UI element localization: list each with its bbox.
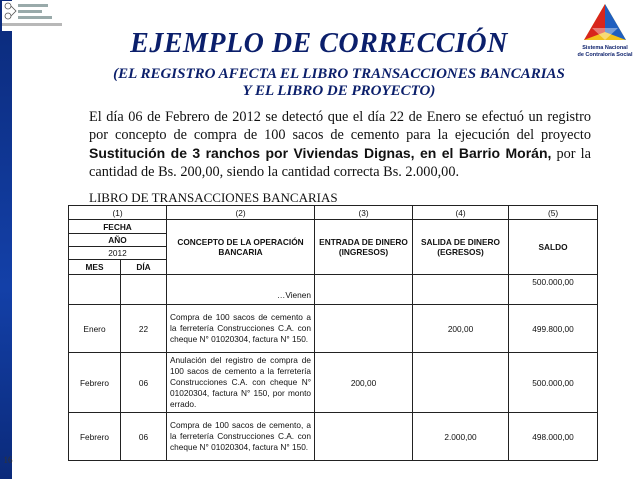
cell-concepto: …Vienen — [167, 275, 315, 305]
cell-entrada — [315, 275, 413, 305]
page-subtitle — [80, 66, 598, 100]
cell-concepto: Compra de 100 sacos de cemento, a la ferretería Construcciones C.A. con cheque N° 01020304, factura N° 150. — [167, 413, 315, 461]
cell-dia — [121, 275, 167, 305]
table-row — [69, 275, 598, 305]
header-entrada: ENTRADA DE DINERO (INGRESOS) — [315, 220, 413, 275]
intro-text-1: El día 06 de Febrero de 2012 se detectó que el día 22 de Enero se efectuó un registro por concepto de compra de 100 sacos de cemento para la ejecución del proyecto — [89, 109, 591, 143]
header-dia: DÍA — [121, 260, 167, 275]
page-number: 16 — [3, 455, 13, 465]
cell-saldo: 500.000,00 — [509, 275, 598, 305]
col-number-4: (4) — [413, 206, 509, 220]
page-title: EJEMPLO DE CORRECCIÓN — [130, 28, 508, 59]
ledger-table — [68, 205, 598, 461]
cell-mes — [69, 275, 121, 305]
table-row — [69, 353, 598, 413]
logo-right — [576, 2, 634, 58]
sidebar-bar — [0, 0, 12, 479]
cell-salida: 2.000,00 — [413, 413, 509, 461]
intro-paragraph — [89, 108, 591, 181]
project-name: Sustitución de 3 ranchos por Viviendas Dignas, en el Barrio Morán, — [89, 145, 552, 161]
cell-entrada — [315, 305, 413, 353]
header-mes: MES — [69, 260, 121, 275]
column-number-row — [69, 206, 598, 220]
header-concepto: CONCEPTO DE LA OPERACIÓN BANCARIA — [167, 220, 315, 275]
cell-salida — [413, 353, 509, 413]
cell-dia: 22 — [121, 305, 167, 353]
cell-saldo: 500.000,00 — [509, 353, 598, 413]
cell-dia: 06 — [121, 353, 167, 413]
header-salida: SALIDA DE DINERO (EGRESOS) — [413, 220, 509, 275]
intro-text-2: por la cantidad de Bs. 200,00, siendo la cantidad correcta Bs. 2.000,00. — [89, 146, 591, 180]
logo-left — [2, 1, 72, 31]
table-row — [69, 305, 598, 353]
cell-concepto: Compra de 100 sacos de cemento a la ferretería Construcciones C.A. con cheque N° 01020304, factura N° 150. — [167, 305, 315, 353]
col-number-1: (1) — [69, 206, 167, 220]
cell-concepto: Anulación del registro de compra de 100 sacos de cemento a la ferretería Construcciones C.A. con cheque N° 01020304, factura N° 150, por monto errado. — [167, 353, 315, 413]
table-row — [69, 413, 598, 461]
cell-entrada — [315, 413, 413, 461]
cell-dia: 06 — [121, 413, 167, 461]
header-anio: AÑO — [69, 234, 167, 247]
header-year: 2012 — [69, 247, 167, 260]
cell-saldo: 498.000,00 — [509, 413, 598, 461]
cell-entrada: 200,00 — [315, 353, 413, 413]
subtitle-line-2: Y EL LIBRO DE PROYECTO) — [242, 83, 436, 99]
subtitle-line-1: (EL REGISTRO AFECTA EL LIBRO TRANSACCIONES BANCARIAS — [113, 66, 565, 82]
col-number-5: (5) — [509, 206, 598, 220]
cell-mes: Febrero — [69, 413, 121, 461]
cell-salida: 200,00 — [413, 305, 509, 353]
cell-saldo: 499.800,00 — [509, 305, 598, 353]
logo-right-line2: de Contraloría Social — [577, 52, 633, 58]
col-number-2: (2) — [167, 206, 315, 220]
col-number-3: (3) — [315, 206, 413, 220]
section-label: LIBRO DE TRANSACCIONES BANCARIAS — [89, 190, 338, 205]
cell-mes: Enero — [69, 305, 121, 353]
header-fecha: FECHA — [69, 220, 167, 234]
cell-salida — [413, 275, 509, 305]
header-saldo: SALDO — [509, 220, 598, 275]
logo-right-line1: Sistema Nacional — [582, 45, 628, 51]
cell-mes: Febrero — [69, 353, 121, 413]
header-row-fecha — [69, 220, 598, 234]
